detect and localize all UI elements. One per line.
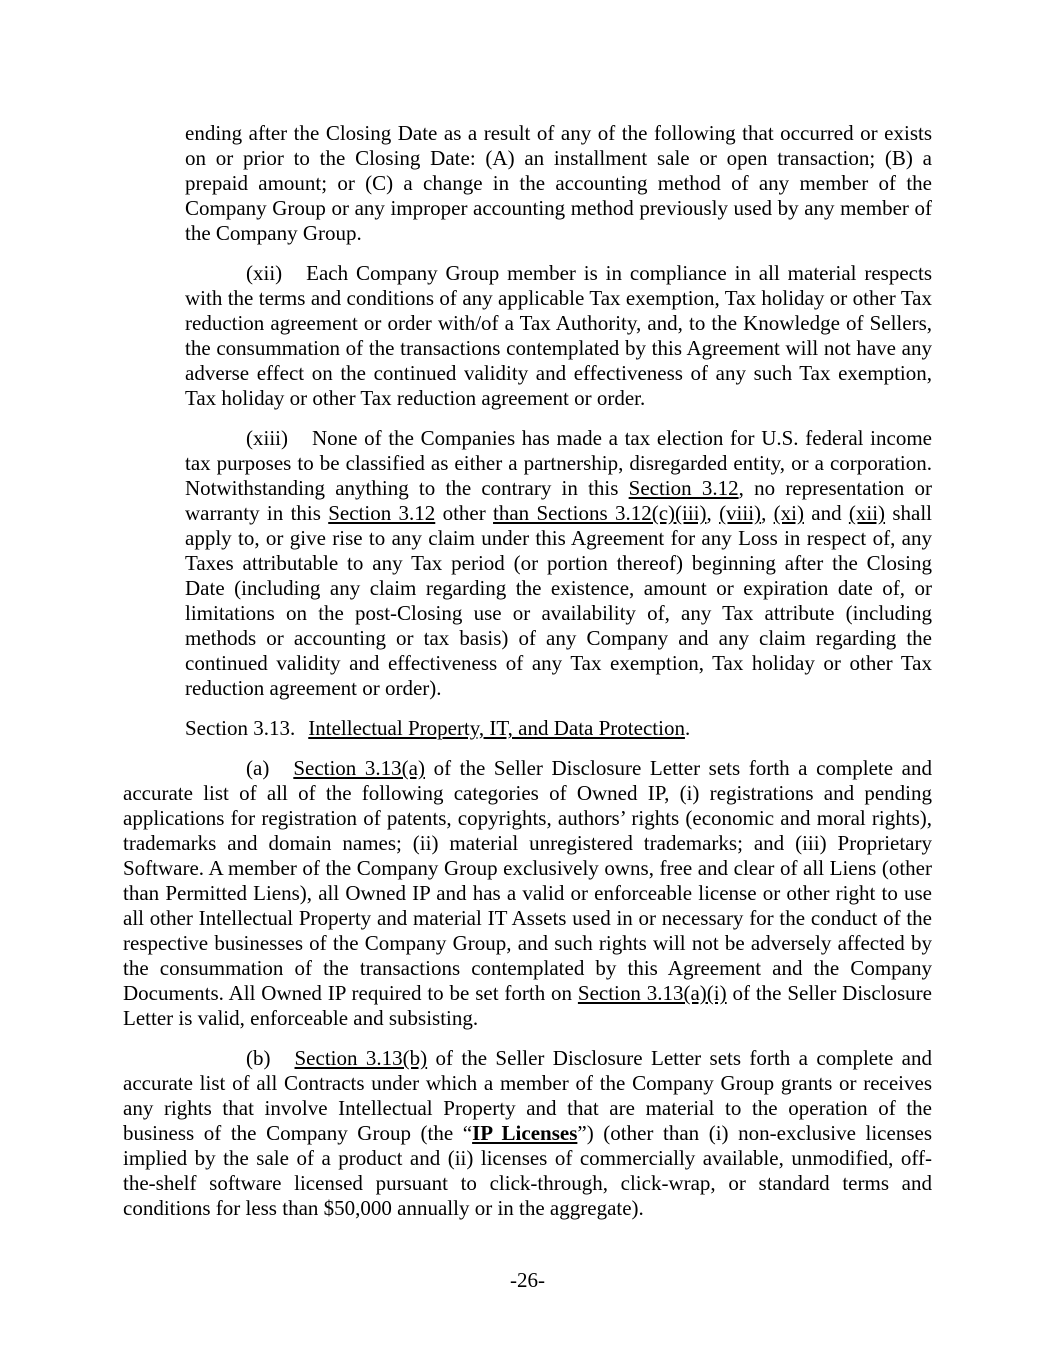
page-number: -26- (510, 1268, 545, 1292)
text-run: Section 3.13(a) (293, 756, 425, 780)
para-b-label: (b) (246, 1046, 271, 1070)
text-run: of the Seller Disclosure Letter sets forth a complete and accurate list of all Contracts under which a member of the Company Group grants or receives any rights that involve Intellectual Property and that are material to the operation of the business of the Company Group (the “ (123, 1046, 932, 1145)
heading-section-3-13 (123, 716, 932, 741)
text-run: . (684, 716, 691, 740)
text-run: and (803, 501, 849, 525)
para-b (123, 1046, 932, 1221)
para-xiii-label: (xiii) (246, 426, 288, 450)
text-run: Section 3.13(a)(i) (577, 981, 727, 1005)
text-run: Each Company Group member is in compliance in all material respects with the terms and conditions of any applicable Tax exemption, Tax holiday or other Tax reduction agreement or order with/of a Tax Authority, and, to the Knowledge of Sellers, the consummation of the transactions contemplated by this Agreement will not have any adverse effect on the continued validity and effectiveness of any such Tax exemption, Tax holiday or other Tax reduction agreement or order. (185, 261, 932, 410)
text-run: Section 3.12 (628, 476, 739, 500)
text-run: of the Seller Disclosure Letter is valid, enforceable and subsisting. (123, 981, 932, 1030)
para-a-label: (a) (246, 756, 270, 780)
para-xii (185, 261, 932, 411)
text-run: IP Licenses (472, 1121, 578, 1145)
text-run: ”) (other than (i) non-exclusive licenses implied by the sale of a product and (ii) licenses of commercially available, unmodified, off-the-shelf software licensed pursuant to click-through, click-wrap, or standard terms and conditions for less than $50,000 annually or in the aggregate). (123, 1121, 932, 1220)
para-xiii (185, 426, 932, 701)
text-run: Section 3.13(b) (294, 1046, 428, 1070)
text-run: other (435, 501, 494, 525)
text-run: , (706, 501, 720, 525)
text-run: Intellectual Property, IT, and Data Protection (308, 716, 685, 740)
text-run: (viii) (719, 501, 762, 525)
text-run: of the Seller Disclosure Letter sets forth a complete and accurate list of all of the following categories of Owned IP, (i) registrations and pending applications for registration of patents, copyrights, authors’ rights (economic and moral rights), trademarks and domain names; (ii) material unregistered trademarks; and (iii) Proprietary Software. A member of the Company Group exclusively owns, free and clear of all Liens (other than Permitted Liens), all Owned IP and has a valid or enforceable license or other right to use all other Intellectual Property and material IT Assets used in or necessary for the conduct of the respective businesses of the Company Group, and such rights will not be adversely affected by the consummation of the transactions contemplated by this Agreement and the Company Documents. All Owned IP required to be set forth on (123, 756, 932, 1005)
heading-section-3-13-label: Section 3.13. (185, 716, 296, 740)
text-run: (xii) (848, 501, 886, 525)
para-xii-label: (xii) (246, 261, 283, 285)
text-run: ending after the Closing Date as a result of any of the following that occurred or exists on or prior to the Closing Date: (A) an installment sale or open transaction; (B) a prepaid amount; or (C) a change in the accounting method of any member of the Company Group or any improper accounting method previously used by any member of the Company Group. (185, 121, 932, 245)
text-run: shall apply to, or give rise to any claim under this Agreement for any Loss in respect of, any Taxes attributable to any Tax period (or portion thereof) beginning after the Closing Date (including any claim regarding the existence, amount or expiration date of, or limitations on the post-Closing use or availability of, any Tax attribute (including methods or accounting or tax basis) of any Company and any claim regarding the continued validity and effectiveness of any Tax exemption, Tax holiday or other Tax reduction agreement or order). (185, 501, 933, 700)
text-run: than Sections 3.12(c)(iii) (493, 501, 707, 525)
para-continuation (185, 121, 932, 246)
text-run: , (761, 501, 774, 525)
text-run: (xi) (773, 501, 804, 525)
document-body (123, 121, 932, 1221)
text-run: , no representation or warranty in this (185, 476, 932, 525)
text-run: None of the Companies has made a tax election for U.S. federal income tax purposes to be classified as either a partnership, disregarded entity, or a corporation. Notwithstanding anything to the contrary in this (185, 426, 932, 500)
para-a (123, 756, 932, 1031)
text-run: Section 3.12 (328, 501, 436, 525)
